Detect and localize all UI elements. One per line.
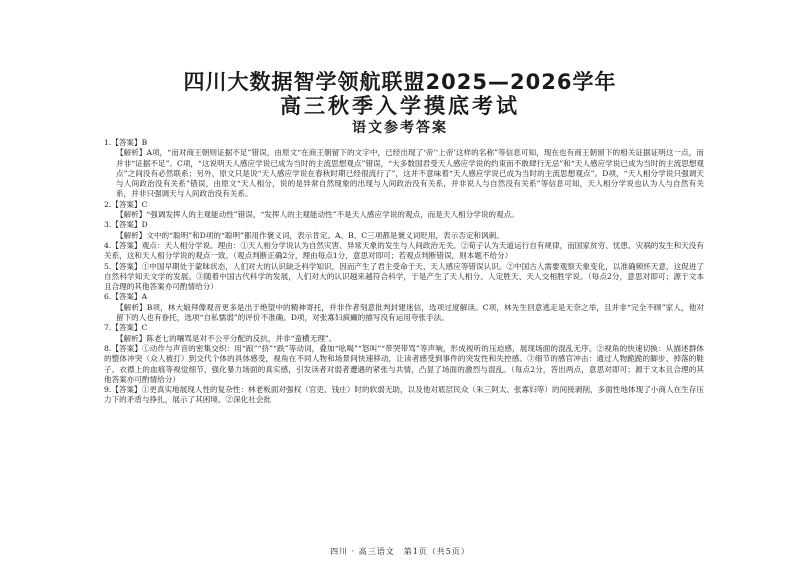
exam-title-line1: 四川大数据智学领航联盟2025—2026学年 [183,70,617,94]
page-footer: 四川 · 高三语文 第1页（共5页） [330,547,470,556]
answer-8: 8.【答案】①动作与声音的密集交织：用“踉”“挤”“跌”等动词，叠加“吆喝”“怒叫”“带哭带骂”等声响，形成视听的压迫感，展现场面的混乱无序。②视角的快速切换：从描述群体的整体冲突（众人被打）到交代个体的具体感受，视角在不同人物和场景间快速移动，让读者感受到事件的突发性和失控感。③细节的感官冲击：通过人物跪跪的脚步、掉落的鞋子、衣襟上的血痕等视觉细节，强化暴力场面的真实感，引发读者对弱者遭遇的紧张与共情，凸显了场面的激烈与混乱。（每点2分，答出两点，意思对即可；源于文本且合理的其他答案亦可酌情给分） [104,343,704,384]
exam-title-line2: 高三秋季入学摸底考试 [280,94,520,118]
explanation-2: 【解析】“强调发挥人的主观能动性”错误，“发挥人的主观能动性”不是天人感应学说的观点，而是天人相分学说的观点。 [116,210,519,220]
answer-key-heading: 语文参考答案 [352,120,448,136]
answer-9: 9.【答案】①更真实地展现人性的复杂性：林老板面对强权（官吏、钱庄）时的软弱无助，以及他对底层民众（朱三阿太、张寡妇等）的间接剥削，多面性地体现了小商人在生存压力下的矛盾与挣扎，展示了其困境。②深化社会批 [104,385,704,405]
answer-3: 3.【答案】D [104,220,148,230]
answer-2: 2.【答案】C [104,199,148,209]
answer-list [104,138,704,406]
answer-6: 6.【答案】A [104,292,148,302]
answer-5: 5.【答案】①中国早期处于蒙昧状态，人们对大的认识缺乏科学知识，因而产生了君主受命于天、天人感应等错误认识。②中国古人需要观察天象变化，以准确频怀天意，这促进了自然科学知天文学的发展。③随着中国古代科学的发展，人们对大的认识越来越符合科学，于是产生了天人相分、人定胜天、天人交相胜学说。（每点2分，意思对即可；源于文本且合理的其他答案亦可酌情给分） [104,261,704,292]
answer-7: 7.【答案】C [104,323,148,333]
explanation-3: 【解析】文中的“聪明”和D项的“聪明”都用作褒义词，表示肯定。A、B、C三项都是褒义词贬用，表示否定和讽刺。 [116,230,504,240]
answer-4: 4.【答案】观点：天人相分学说。理由：①天人相分学说认为自然灾害、异常天象的发生与人间政治无关。②荀子认为天道运行自有规律，而国家贫穷、忧患、灾祸的发生和天没有关系，这和天人相分学说的观点一致。（观点判断正确2分，理由每点1分，意思对即可；若观点判断错误，则本题不给分） [104,240,704,261]
explanation-1: 【解析】A项，“而对商王朝则证据不足”错误，由原文“在商王朝留下的文字中，已经出现了‘帝’‘上帝’这样的名称”等信息可知，现在也有商王朝留下的相关证据证明这一点，而并非“证据不足”。C项，“这说明天人感应学说已成为当时的主流思想观点”错误，“大多数国君受天人感应学说的约束而不敢肆行无忌”和“天人感应学说已成为当时的主流思想观点”之间没有必然联系；另外，原文只是说“天人感应学说在春秋时期已经很流行了”，这并不意味着“天人感应学说已成为当时的主流思想观点”。D项，“天人相分学说只强调天与人间政治没有关系”错误，由原文“天人相分，说的是异常自然现象的出现与人间政治没有关系，并非说人与自然没有关系”等信息可知，天人相分学说也认为人与自然有关系，并非只强调天与人间政治没有关系。 [116,148,704,199]
explanation-6: 【解析】B项，林大娘拜像观音更多是出于绝望中的精神寄托，并非作者刻意批判封建迷信，选项过度解读。C项，林先生回意逃走是无奈之举，且并非“完全不顾”家人，他对留下的人也有眷托，选项“自私懦弱”的评价不准确。D项，对张寡妇疯癫的描写没有运用夸张手法。 [116,302,704,323]
answer-1: 1.【答案】B [104,138,148,147]
explanation-7: 【解析】陈老七的嚷骂是对不公平分配的反抗，并非“蛮横无理”。 [116,333,337,343]
